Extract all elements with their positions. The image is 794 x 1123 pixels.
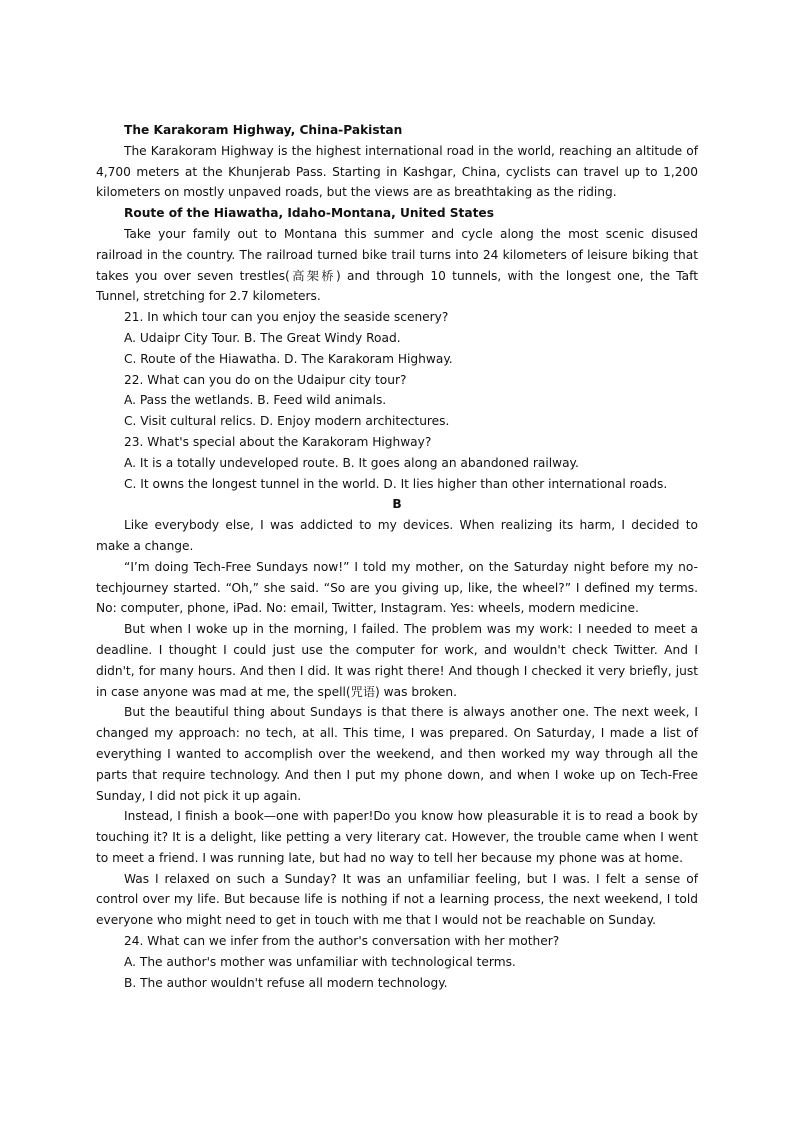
question-24-option-b: B. The author wouldn't refuse all modern technology. [124, 975, 448, 990]
karakoram-heading: The Karakoram Highway, China-Pakistan [124, 123, 403, 137]
question-21-options-ab: A. Udaipr City Tour. B. The Great Windy Road. [124, 330, 401, 345]
question-23-options-cd: C. It owns the longest tunnel in the world. D. It lies higher than other international roads. [124, 476, 668, 491]
question-24-option-a: A. The author's mother was unfamiliar with technological terms. [124, 954, 516, 969]
question-23: 23. What's special about the Karakoram Highway? [124, 434, 432, 449]
passage-b-paragraph: Like everybody else, I was addicted to my devices. When realizing its harm, I decided to make a change. [96, 518, 698, 553]
question-21: 21. In which tour can you enjoy the seaside scenery? [124, 310, 449, 325]
question-22-options-cd: C. Visit cultural relics. D. Enjoy modern architectures. [124, 414, 450, 429]
passage-b-paragraph: But when I woke up in the morning, I failed. The problem was my work: I needed to meet a deadline. I thought I could just use the computer for work, and wouldn't check Twitter. And I didn't, for many hours. And then I did. It was right there! And though I checked it very briefly, just in case anyone was mad at me, the spell(咒语) was broken. [96, 622, 698, 699]
question-23-options-ab: A. It is a totally undeveloped route. B. It goes along an abandoned railway. [124, 455, 579, 470]
question-22-options-ab: A. Pass the wetlands. B. Feed wild animals. [124, 393, 387, 408]
question-21-options-cd: C. Route of the Hiawatha. D. The Karakoram Highway. [124, 351, 453, 366]
passage-b-paragraph: Was I relaxed on such a Sunday? It was an unfamiliar feeling, but I was. I felt a sense of control over my life. But because life is nothing if not a learning process, the next weekend, I told everyone who might need to get in touch with me that I would not be reachable on Sunday. [96, 871, 698, 928]
passage-b-paragraph: Instead, I finish a book—one with paper!Do you know how pleasurable it is to read a book by touching it? It is a delight, like petting a very literary cat. However, the trouble came when I went to meet a friend. I was running late, but had no way to tell her because my phone was at home. [96, 809, 698, 865]
document-page [96, 120, 698, 993]
hiawatha-heading: Route of the Hiawatha, Idaho-Montana, United States [124, 206, 494, 221]
passage-b-paragraph: “I’m doing Tech-Free Sundays now!” I told my mother, on the Saturday night before my no-techjourney started. “Oh,” she said. “So are you giving up, like, the wheel?” I defined my terms. No: computer, phone, iPad. No: email, Twitter, Instagram. Yes: wheels, modern medicine. [96, 559, 698, 616]
hiawatha-paragraph: Take your family out to Montana this summer and cycle along the most scenic disused railroad in the country. The railroad turned bike trail turns into 24 kilometers of leisure biking that takes you over seven trestles(高架桥) and through 10 tunnels, with the longest one, the Taft Tunnel, stretching for 2.7 kilometers. [96, 226, 698, 304]
question-22: 22. What can you do on the Udaipur city tour? [124, 372, 407, 387]
passage-b-paragraph: But the beautiful thing about Sundays is that there is always another one. The next week, I changed my approach: no tech, at all. This time, I was prepared. On Saturday, I made a list of everything I wanted to accomplish over the weekend, and then worked my way through all the parts that require technology. And then I put my phone down, and when I woke up on Tech-Free Sunday, I did not pick it up again. [96, 705, 698, 803]
section-b-label: B [392, 497, 402, 512]
karakoram-paragraph: The Karakoram Highway is the highest international road in the world, reaching an altitude of 4,700 meters at the Khunjerab Pass. Starting in Kashgar, China, cyclists can travel up to 1,200 kilometers on mostly unpaved roads, but the views are as breathtaking as the riding. [96, 143, 698, 200]
question-24: 24. What can we infer from the author's conversation with her mother? [124, 934, 560, 949]
